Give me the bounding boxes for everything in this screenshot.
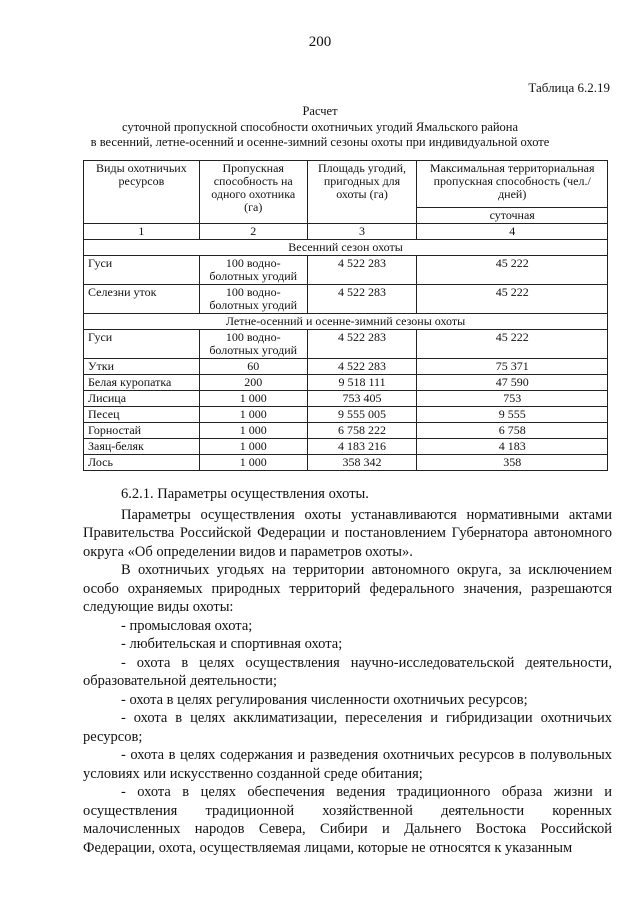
table-row [84,285,608,314]
col-number: 2 [199,224,307,240]
table-label: Таблица 6.2.19 [528,80,610,95]
cell-area: 6 758 222 [307,423,417,439]
cell-max: 47 590 [417,375,608,391]
list-item: - охота в целях содержания и разведения охотничьих ресурсов в полувольных условиях или искусственно созданной среде обитания; [83,747,612,782]
section-heading: 6.2.1. Параметры осуществления охоты. [121,486,369,502]
cell-capacity: 200 [199,375,307,391]
season-summer-row: Летне-осенний и осенне-зимний сезоны охоты [84,314,608,330]
table-row [84,407,608,423]
list-item: - охота в целях регулирования численности охотничьих ресурсов; [121,691,528,708]
table-title-line3: в весенний, летне-осенний и осенне-зимний сезоны охоты при индивидуальной охоте [90,135,550,149]
cell-capacity: 100 водно-болотных угодий [199,256,307,285]
table-row [84,330,608,359]
cell-max: 75 371 [417,359,608,375]
cell-species: Гуси [84,256,200,285]
cell-area: 4 522 283 [307,359,417,375]
header-area: Площадь угодий, пригодных для охоты (га) [307,161,417,224]
season-spring-row: Весенний сезон охоты [84,240,608,256]
cell-species: Селезни уток [84,285,200,314]
list-item: - охота в целях обеспечения ведения традиционного образа жизни и осуществления традиционной хозяйственной деятельности коренных малочисленных народов Севера, Сибири и Дальнего Востока Российской Федерации, охота, осуществляемая лицами, которые не относятся к указанным [83,784,612,856]
text-body [83,485,612,857]
table-row [84,455,608,471]
cell-area: 4 183 216 [307,439,417,455]
table-row [84,391,608,407]
list-item: - охота в целях акклиматизации, переселения и гибридизации охотничьих ресурсов; [83,710,612,745]
table-row [84,375,608,391]
cell-species: Белая куропатка [84,375,200,391]
cell-species: Лисица [84,391,200,407]
cell-capacity: 100 водно-болотных угодий [199,330,307,359]
header-daily: суточная [417,208,608,224]
cell-species: Гуси [84,330,200,359]
cell-max: 4 183 [417,439,608,455]
header-species: Виды охотничьих ресурсов [84,161,200,224]
cell-area: 753 405 [307,391,417,407]
col-number: 3 [307,224,417,240]
cell-capacity: 1 000 [199,439,307,455]
cell-species: Лось [84,455,200,471]
table-title-line1: Расчет [302,104,338,118]
cell-area: 4 522 283 [307,285,417,314]
cell-max: 753 [417,391,608,407]
table-header-row [84,161,608,208]
cell-species: Песец [84,407,200,423]
header-max: Максимальная территориальная пропускная способность (чел./дней) [417,161,608,208]
list-item: - охота в целях осуществления научно-исследовательской деятельности, образовательной деятельности; [83,654,612,689]
paragraph: Параметры осуществления охоты устанавливаются нормативными актами Правительства Российской Федерации и постановлением Губернатора автономного округа «Об определении видов и параметров охоты». [83,506,612,560]
table-row [84,359,608,375]
table-row [84,423,608,439]
cell-capacity: 1 000 [199,423,307,439]
cell-area: 4 522 283 [307,256,417,285]
paragraph: В охотничьих угодьях на территории автономного округа, за исключением особо охраняемых природных территорий федерального значения, разрешаются следующие виды охоты: [83,562,612,615]
cell-max: 6 758 [417,423,608,439]
cell-max: 45 222 [417,285,608,314]
cell-capacity: 100 водно-болотных угодий [199,285,307,314]
header-capacity: Пропускная способность на одного охотника (га) [199,161,307,224]
cell-species: Заяц-беляк [84,439,200,455]
page-number: 200 [308,34,332,50]
cell-capacity: 1 000 [199,407,307,423]
col-number: 1 [84,224,200,240]
cell-capacity: 1 000 [199,455,307,471]
list-item: - промысловая охота; [121,617,253,634]
table-title-line2: суточной пропускной способности охотничьих угодий Ямальского района [121,120,519,134]
column-number-row [84,224,608,240]
table-row [84,256,608,285]
cell-species: Утки [84,359,200,375]
cell-max: 358 [417,455,608,471]
cell-species: Горностай [84,423,200,439]
cell-max: 45 222 [417,330,608,359]
cell-max: 9 555 [417,407,608,423]
cell-capacity: 60 [199,359,307,375]
cell-area: 9 555 005 [307,407,417,423]
cell-area: 4 522 283 [307,330,417,359]
table-row [84,439,608,455]
cell-area: 358 342 [307,455,417,471]
col-number: 4 [417,224,608,240]
cell-area: 9 518 111 [307,375,417,391]
capacity-table [83,160,608,471]
list-item: - любительская и спортивная охота; [121,636,343,652]
cell-capacity: 1 000 [199,391,307,407]
cell-max: 45 222 [417,256,608,285]
